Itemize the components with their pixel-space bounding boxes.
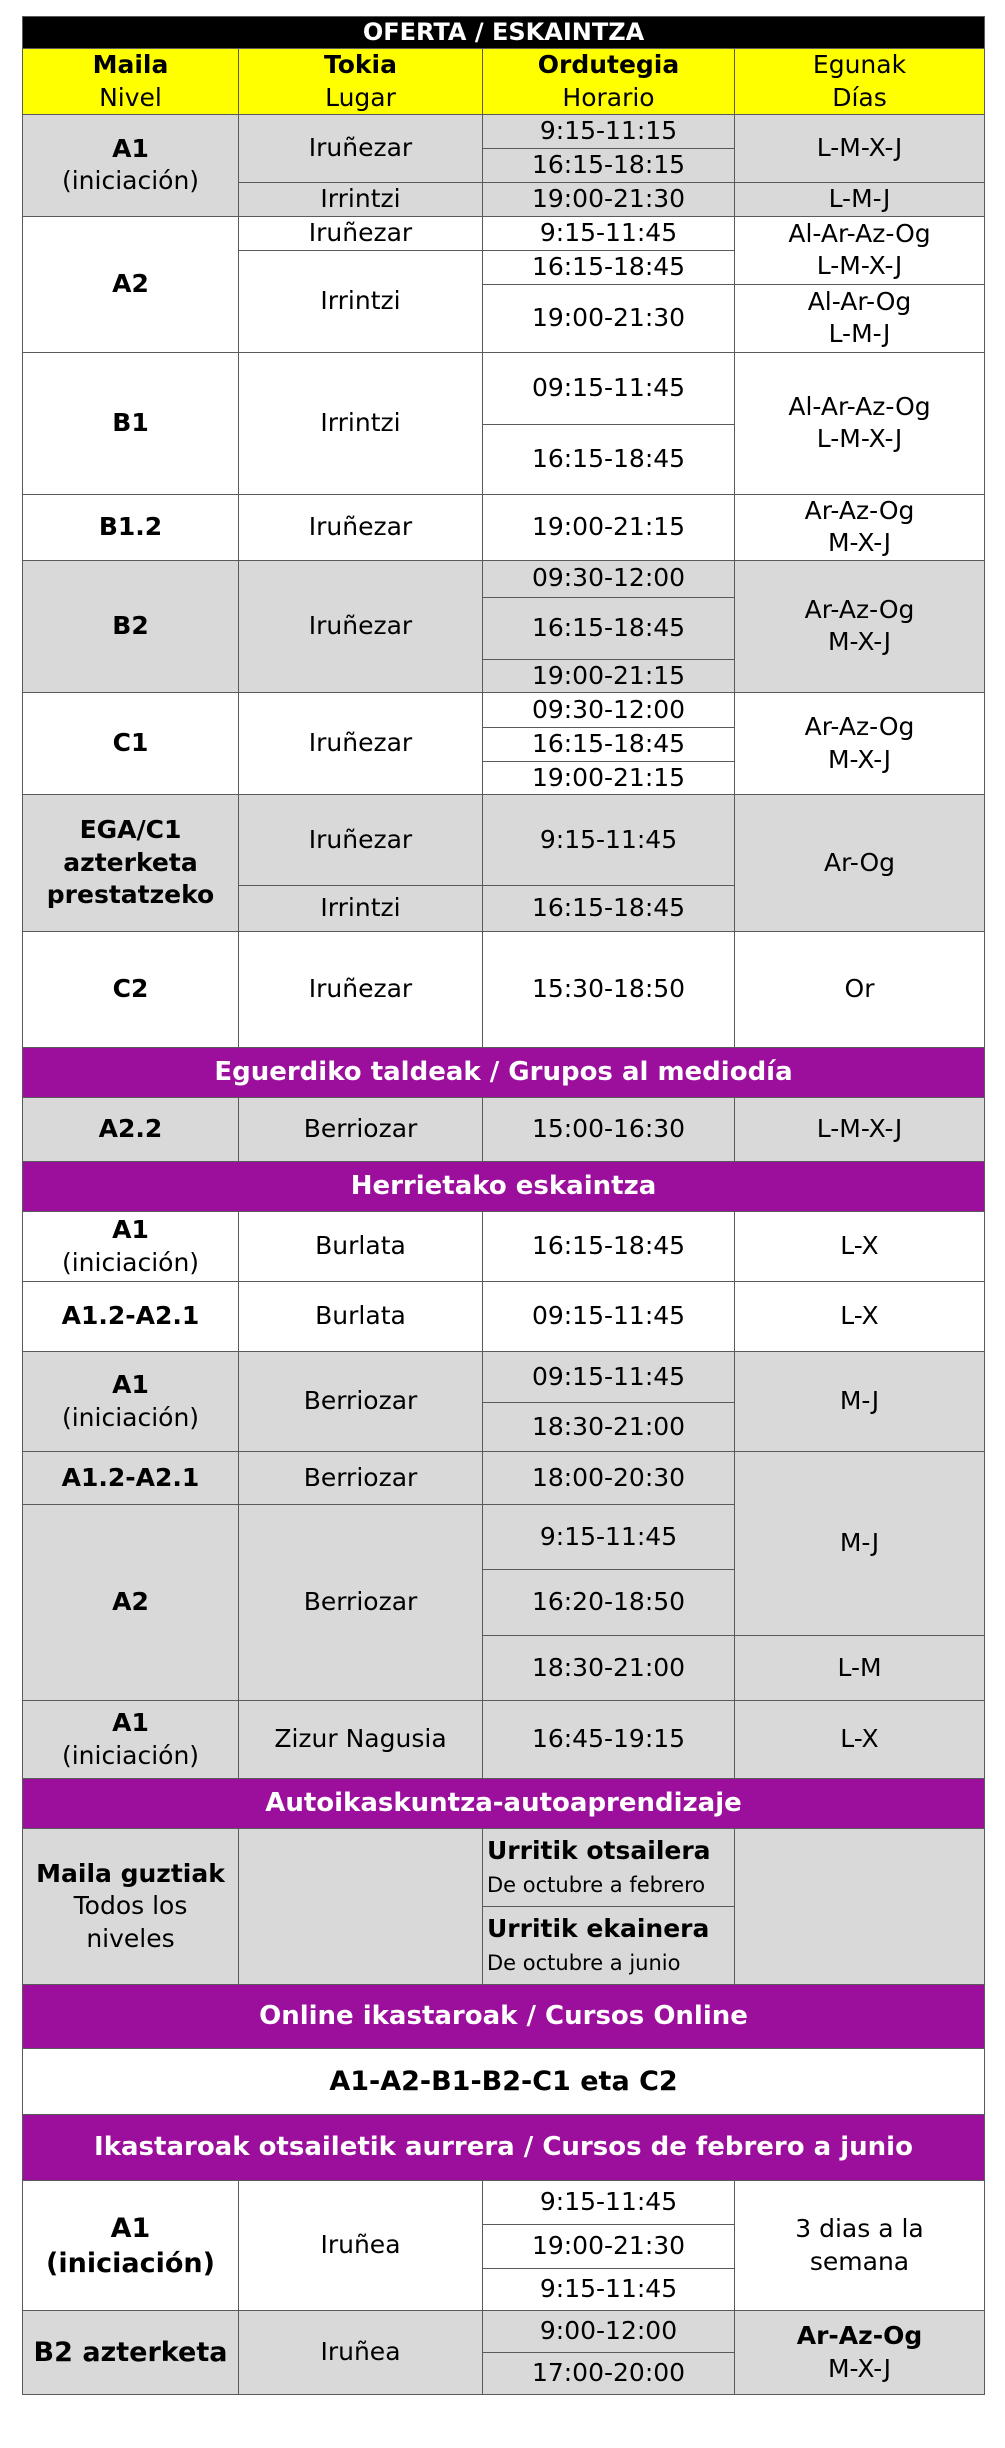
place-cell: Iruñezar <box>239 216 483 250</box>
section-heading-midday: Eguerdiko taldeak / Grupos al mediodía <box>23 1048 985 1098</box>
time-cell: 9:15-11:15 <box>483 115 735 149</box>
place-cell: Burlata <box>239 1282 483 1352</box>
table-row <box>23 2311 985 2353</box>
level-cell: B2 <box>23 560 239 693</box>
time-cell: 09:15-11:45 <box>483 1352 735 1403</box>
level-cell: A2 <box>23 1505 239 1701</box>
table-row <box>23 1452 985 1505</box>
time-cell: 16:20-18:50 <box>483 1570 735 1636</box>
table-row <box>23 115 985 149</box>
time-cell: 16:45-19:15 <box>483 1701 735 1779</box>
section-heading-towns: Herrietako eskaintza <box>23 1162 985 1212</box>
place-cell: Iruñezar <box>239 560 483 693</box>
time-cell: 19:00-21:15 <box>483 761 735 795</box>
time-cell: 19:00-21:15 <box>483 494 735 560</box>
time-cell: 15:00-16:30 <box>483 1098 735 1162</box>
header-level: Maila Nivel <box>23 49 239 115</box>
table-row <box>23 932 985 1048</box>
header-schedule: Ordutegia Horario <box>483 49 735 115</box>
header-place: Tokia Lugar <box>239 49 483 115</box>
time-cell: 16:15-18:45 <box>483 597 735 659</box>
time-cell: 16:15-18:45 <box>483 728 735 762</box>
days-cell: Ar-Az-Og M-X-J <box>735 693 985 795</box>
time-cell: 9:15-11:45 <box>483 795 735 886</box>
table-row <box>23 1829 985 1907</box>
table-row <box>23 216 985 250</box>
place-cell: Iruñezar <box>239 115 483 183</box>
time-cell: 18:00-20:30 <box>483 1452 735 1505</box>
place-cell: Iruñezar <box>239 932 483 1048</box>
time-cell: 16:15-18:15 <box>483 149 735 183</box>
place-cell <box>239 1829 483 1985</box>
table-row <box>23 1282 985 1352</box>
time-cell: 09:30-12:00 <box>483 693 735 728</box>
level-cell: A1 (iniciación) <box>23 2181 239 2311</box>
days-cell: Al-Ar-Og L-M-J <box>735 284 985 352</box>
level-cell: A2 <box>23 216 239 352</box>
level-cell: B1 <box>23 352 239 494</box>
level-cell: A1 (iniciación) <box>23 1212 239 1282</box>
time-cell: 18:30-21:00 <box>483 1636 735 1701</box>
time-cell: 18:30-21:00 <box>483 1403 735 1452</box>
days-cell <box>735 1829 985 1985</box>
days-cell: Or <box>735 932 985 1048</box>
time-cell: 16:15-18:45 <box>483 1212 735 1282</box>
time-cell: 15:30-18:50 <box>483 932 735 1048</box>
place-cell: Irrintzi <box>239 183 483 217</box>
table-row <box>23 693 985 728</box>
course-offer-table <box>22 16 985 2395</box>
section-heading-february: Ikastaroak otsailetik aurrera / Cursos de febrero a junio <box>23 2115 985 2181</box>
place-cell: Irrintzi <box>239 352 483 494</box>
place-cell: Berriozar <box>239 1352 483 1452</box>
place-cell: Berriozar <box>239 1452 483 1505</box>
place-cell: Iruñezar <box>239 693 483 795</box>
days-cell: Ar-Og <box>735 795 985 932</box>
days-cell: Ar-Az-Og M-X-J <box>735 560 985 693</box>
time-cell: 16:15-18:45 <box>483 424 735 494</box>
section-heading-online: Online ikastaroak / Cursos Online <box>23 1985 985 2049</box>
level-cell: A1 (iniciación) <box>23 1352 239 1452</box>
place-cell: Iruñezar <box>239 795 483 886</box>
level-cell: EGA/C1 azterketa prestatzeko <box>23 795 239 932</box>
place-cell: Irrintzi <box>239 250 483 352</box>
time-cell: 16:15-18:45 <box>483 250 735 284</box>
time-cell: 19:00-21:15 <box>483 659 735 693</box>
table-row <box>23 494 985 560</box>
header-row <box>23 49 985 115</box>
period-cell: Urritik ekainera De octubre a junio <box>483 1907 735 1985</box>
days-cell: L-X <box>735 1701 985 1779</box>
table-title: OFERTA / ESKAINTZA <box>23 17 985 49</box>
online-levels: A1-A2-B1-B2-C1 eta C2 <box>23 2049 985 2115</box>
days-cell: L-M <box>735 1636 985 1701</box>
level-cell: A1 (iniciación) <box>23 115 239 217</box>
time-cell: 19:00-21:30 <box>483 284 735 352</box>
place-cell: Irrintzi <box>239 886 483 932</box>
section-heading-selfstudy: Autoikaskuntza-autoaprendizaje <box>23 1779 985 1829</box>
place-cell: Berriozar <box>239 1505 483 1701</box>
level-cell: A1 (iniciación) <box>23 1701 239 1779</box>
place-cell: Zizur Nagusia <box>239 1701 483 1779</box>
days-cell: Al-Ar-Az-Og L-M-X-J <box>735 216 985 284</box>
level-cell: B2 azterketa <box>23 2311 239 2395</box>
time-cell: 16:15-18:45 <box>483 886 735 932</box>
time-cell: 19:00-21:30 <box>483 2225 735 2269</box>
level-cell: Maila guztiak Todos los niveles <box>23 1829 239 1985</box>
time-cell: 9:15-11:45 <box>483 216 735 250</box>
table-row <box>23 1352 985 1403</box>
days-cell: M-J <box>735 1452 985 1636</box>
days-cell: L-X <box>735 1282 985 1352</box>
level-cell: C2 <box>23 932 239 1048</box>
days-cell: L-M-X-J <box>735 115 985 183</box>
level-cell: C1 <box>23 693 239 795</box>
days-cell: 3 dias a la semana <box>735 2181 985 2311</box>
days-cell: M-J <box>735 1352 985 1452</box>
table-row <box>23 352 985 424</box>
table-row <box>23 2181 985 2225</box>
time-cell: 9:15-11:45 <box>483 2181 735 2225</box>
period-cell: Urritik otsailera De octubre a febrero <box>483 1829 735 1907</box>
time-cell: 09:30-12:00 <box>483 560 735 597</box>
time-cell: 19:00-21:30 <box>483 183 735 217</box>
table-row <box>23 1212 985 1282</box>
table-row <box>23 1098 985 1162</box>
days-cell: L-M-X-J <box>735 1098 985 1162</box>
level-cell: A2.2 <box>23 1098 239 1162</box>
table-row <box>23 1701 985 1779</box>
place-cell: Iruñezar <box>239 494 483 560</box>
time-cell: 9:15-11:45 <box>483 2269 735 2311</box>
place-cell: Iruñea <box>239 2311 483 2395</box>
level-cell: A1.2-A2.1 <box>23 1282 239 1352</box>
days-cell: L-X <box>735 1212 985 1282</box>
level-cell: B1.2 <box>23 494 239 560</box>
level-cell: A1.2-A2.1 <box>23 1452 239 1505</box>
time-cell: 9:00-12:00 <box>483 2311 735 2353</box>
days-cell: L-M-J <box>735 183 985 217</box>
place-cell: Burlata <box>239 1212 483 1282</box>
header-days: Egunak Días <box>735 49 985 115</box>
time-cell: 09:15-11:45 <box>483 1282 735 1352</box>
place-cell: Iruñea <box>239 2181 483 2311</box>
days-cell: Ar-Az-Og M-X-J <box>735 494 985 560</box>
time-cell: 17:00-20:00 <box>483 2353 735 2395</box>
place-cell: Berriozar <box>239 1098 483 1162</box>
time-cell: 09:15-11:45 <box>483 352 735 424</box>
table-row <box>23 560 985 597</box>
days-cell: Al-Ar-Az-Og L-M-X-J <box>735 352 985 494</box>
days-cell: Ar-Az-Og M-X-J <box>735 2311 985 2395</box>
table-row <box>23 795 985 886</box>
time-cell: 9:15-11:45 <box>483 1505 735 1570</box>
